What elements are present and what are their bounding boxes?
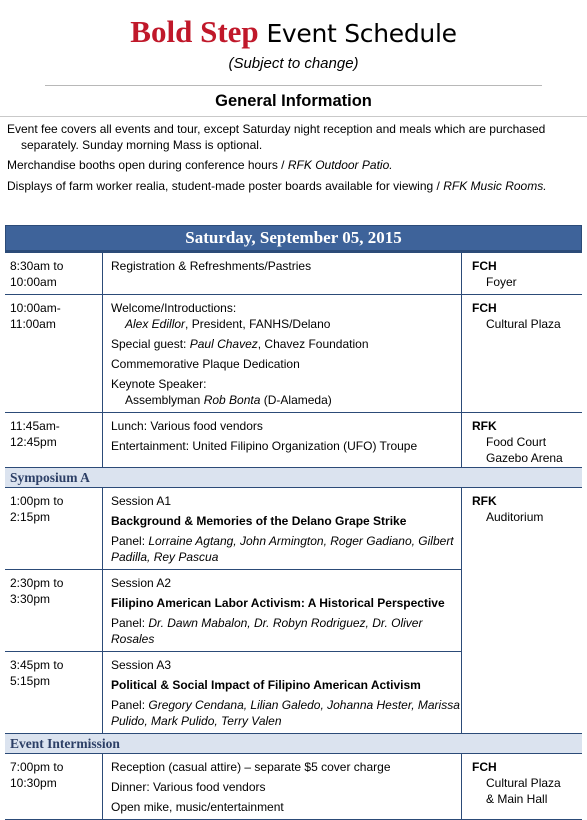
location-code: FCH — [472, 301, 497, 315]
location-code: FCH — [472, 259, 497, 273]
event-cell — [103, 252, 462, 295]
page-subtitle: (Subject to change) — [228, 55, 359, 72]
session-panel — [111, 533, 461, 565]
table-row — [5, 295, 582, 413]
section-header-intermission — [5, 734, 582, 754]
location-cell — [462, 413, 583, 468]
time-end: 5:15pm — [10, 674, 51, 688]
time-start: 2:30pm to — [10, 576, 64, 590]
panel-label: Panel: — [111, 534, 149, 548]
section-header-symposium — [5, 468, 582, 488]
table-row — [5, 252, 582, 295]
time-cell — [5, 252, 103, 295]
event-cell — [103, 488, 462, 570]
time-end: 2:15pm — [10, 510, 51, 524]
table-row — [5, 413, 582, 468]
welcome-role: , President, FANHS/Delano — [185, 317, 331, 331]
booths-text: Merchandise booths open during conference hours / — [7, 158, 288, 172]
guest-label: Special guest: — [111, 337, 190, 351]
panel-label: Panel: — [111, 616, 149, 630]
keynote-name: Rob Bonta — [203, 393, 261, 407]
event-fee-line1: Event fee covers all events and tour, except Saturday night reception and meals which are purchased — [7, 122, 546, 136]
time-start: 3:45pm to — [10, 658, 64, 672]
day-header: Saturday, September 05, 2015 — [5, 225, 582, 251]
time-end: 10:00am — [10, 275, 57, 289]
location-place: Food Court — [486, 435, 547, 449]
time-start: 10:00am- — [10, 301, 61, 315]
keynote-label: Keynote Speaker: — [111, 377, 207, 391]
location-place: & Main Hall — [486, 792, 548, 806]
plaque-dedication: Commemorative Plaque Dedication — [111, 357, 300, 371]
displays-note — [7, 179, 581, 195]
session-title: Background & Memories of the Delano Grape Strike — [111, 514, 407, 528]
guest-name: Paul Chavez — [189, 337, 258, 351]
time-cell — [5, 570, 103, 652]
time-cell — [5, 488, 103, 570]
section-label: Symposium A — [5, 468, 582, 488]
booths-note — [7, 158, 581, 174]
guest-org: , Chavez Foundation — [257, 337, 369, 351]
time-cell — [5, 413, 103, 468]
event-fee-note — [7, 122, 581, 153]
location-place: Foyer — [486, 275, 517, 289]
location-cell — [462, 754, 583, 820]
open-mike-text: Open mike, music/entertainment — [111, 800, 284, 814]
time-cell — [5, 754, 103, 820]
panel-names: Gregory Cendana, Lilian Galedo, Johanna Hester, Marissa Pulido, Mark Pulido, Terry Valen — [111, 698, 460, 728]
section-label: Event Intermission — [5, 734, 582, 754]
table-row — [5, 754, 582, 820]
title-rest: Event Schedule — [266, 19, 457, 48]
welcome-speaker — [111, 316, 461, 332]
location-code: RFK — [472, 419, 497, 433]
time-start: 7:00pm to — [10, 760, 64, 774]
location-cell — [462, 488, 583, 734]
general-info-heading: General Information — [215, 92, 372, 110]
time-end: 11:00am — [10, 317, 56, 331]
event-cell — [103, 295, 462, 413]
reception-text: Reception (casual attire) – separate $5 cover charge — [111, 760, 391, 774]
table-row — [5, 488, 582, 570]
session-panel — [111, 615, 461, 647]
location-cell — [462, 295, 583, 413]
time-end: 3:30pm — [10, 592, 51, 606]
title-brand: Bold Step — [130, 14, 259, 49]
location-code: RFK — [472, 494, 497, 508]
time-start: 8:30am to — [10, 259, 64, 273]
session-title: Political & Social Impact of Filipino American Activism — [111, 678, 421, 692]
booths-location: RFK Outdoor Patio. — [287, 158, 393, 172]
time-cell — [5, 652, 103, 734]
displays-location: RFK Music Rooms. — [443, 178, 547, 193]
schedule-table — [5, 225, 582, 820]
lunch-text: Lunch: Various food vendors — [111, 419, 263, 433]
location-cell — [462, 252, 583, 295]
event-cell — [103, 652, 462, 734]
event-fee-line2: separately. Sunday morning Mass is optional. — [21, 137, 263, 152]
panel-label: Panel: — [111, 698, 149, 712]
time-end: 12:45pm — [10, 435, 57, 449]
time-start: 1:00pm to — [10, 494, 64, 508]
session-number: Session A1 — [111, 494, 172, 508]
panel-names: Lorraine Agtang, John Armington, Roger Gadiano, Gilbert Padilla, Rey Pascua — [111, 534, 454, 564]
dinner-text: Dinner: Various food vendors — [111, 780, 266, 794]
session-number: Session A3 — [111, 658, 172, 672]
location-place: Gazebo Arena — [486, 451, 563, 465]
session-title: Filipino American Labor Activism: A Historical Perspective — [111, 596, 445, 610]
location-place: Cultural Plaza — [486, 317, 561, 331]
keynote-title: Assemblyman — [125, 393, 204, 407]
general-info-body — [0, 122, 587, 194]
location-code: FCH — [472, 760, 497, 774]
divider — [0, 116, 587, 117]
displays-text: Displays of farm worker realia, student-made poster boards available for viewing / — [7, 178, 444, 193]
keynote-speaker — [111, 392, 461, 408]
session-number: Session A2 — [111, 576, 172, 590]
keynote-party: (D-Alameda) — [260, 393, 332, 407]
session-panel — [111, 697, 461, 729]
time-cell — [5, 295, 103, 413]
location-place: Auditorium — [486, 510, 544, 524]
time-start: 11:45am- — [10, 419, 60, 433]
divider — [45, 85, 542, 86]
event-cell — [103, 570, 462, 652]
panel-names: Dr. Dawn Mabalon, Dr. Robyn Rodriguez, Dr. Oliver Rosales — [111, 616, 423, 646]
page-title — [0, 14, 587, 50]
entertainment-text: Entertainment: United Filipino Organization (UFO) Troupe — [111, 439, 418, 453]
time-end: 10:30pm — [10, 776, 57, 790]
event-cell — [103, 413, 462, 468]
special-guest — [111, 336, 461, 352]
welcome-label: Welcome/Introductions: — [111, 301, 237, 315]
event-cell — [103, 754, 462, 820]
welcome-name: Alex Edillor — [125, 317, 186, 331]
event-text: Registration & Refreshments/Pastries — [111, 259, 312, 273]
location-place: Cultural Plaza — [486, 776, 561, 790]
